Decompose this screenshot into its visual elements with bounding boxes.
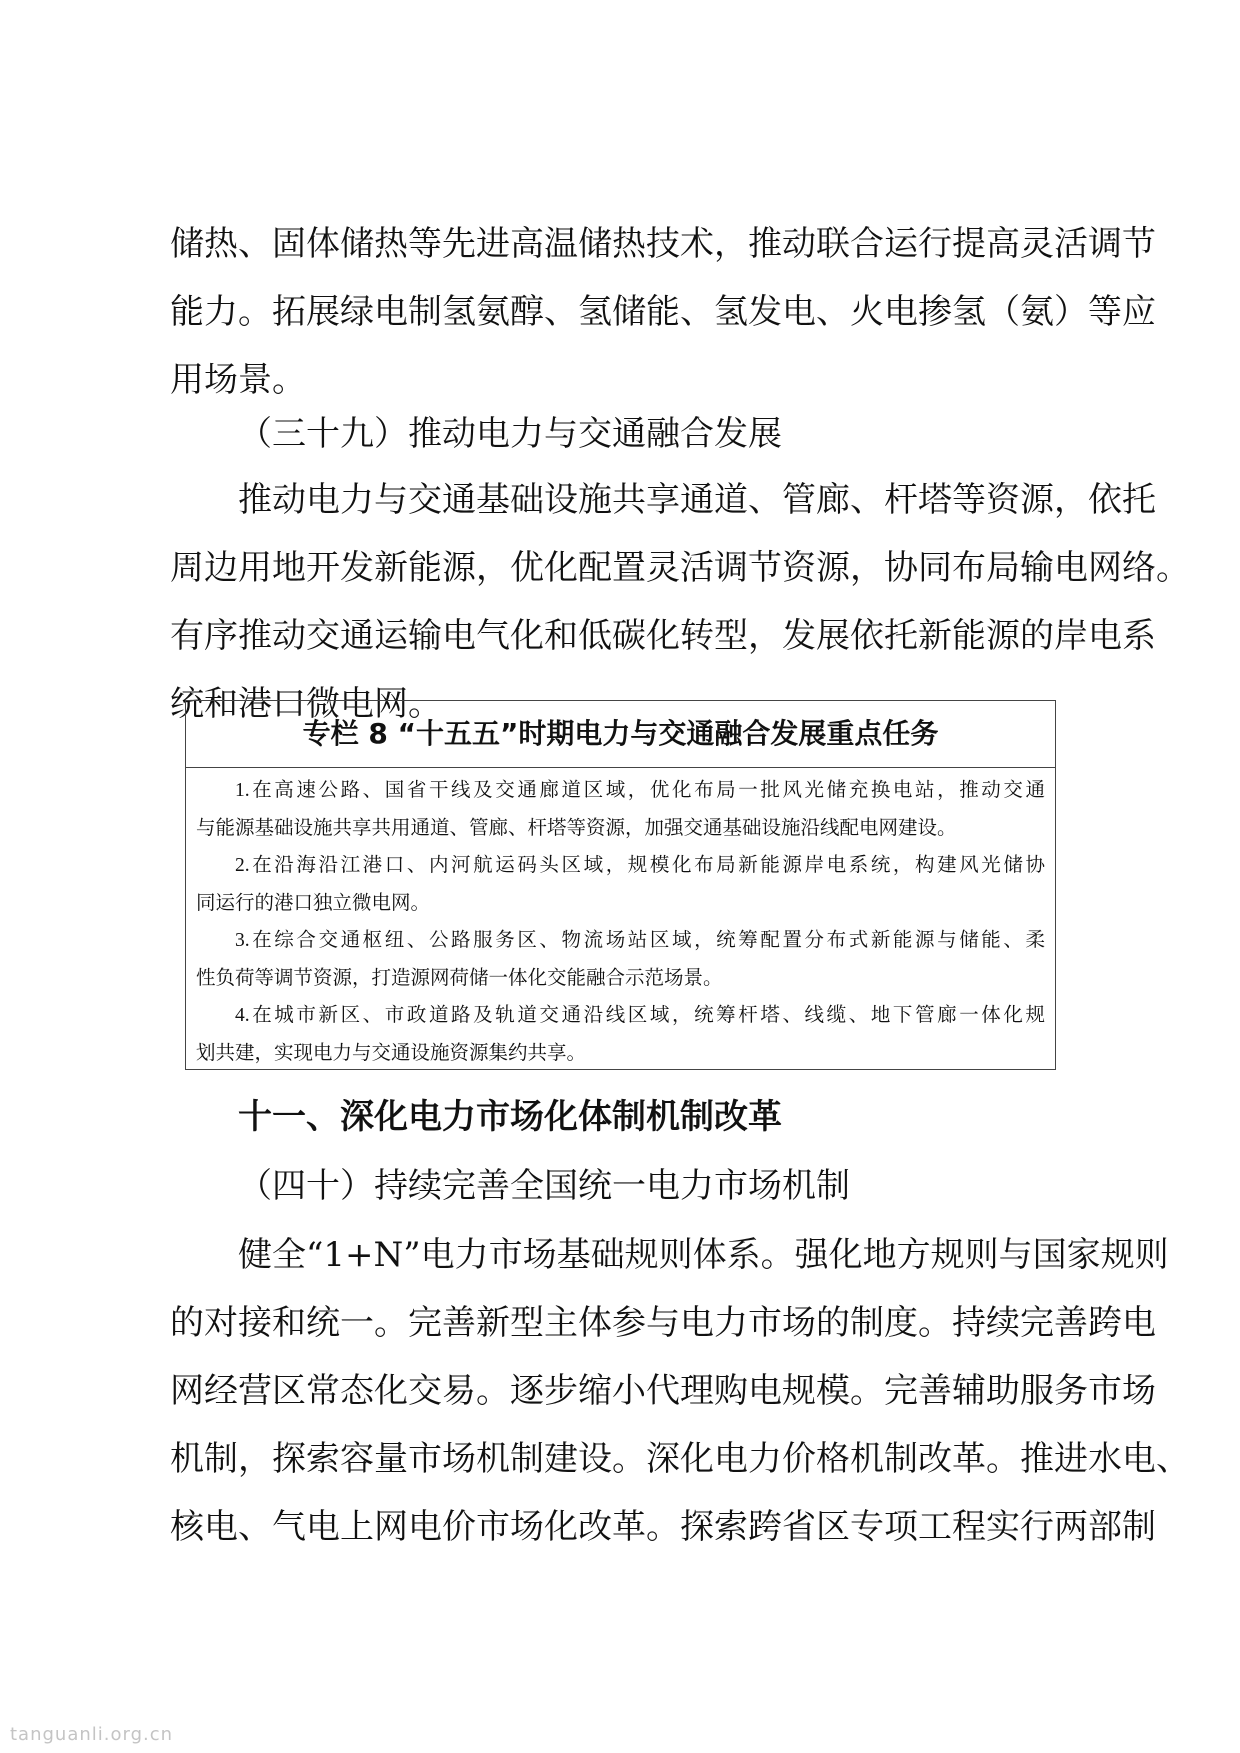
column-box-title: 专栏 8 “十五五”时期电力与交通融合发展重点任务	[186, 701, 1055, 768]
paragraph-storage-tech	[170, 210, 1156, 414]
text-line: 用场景。	[170, 360, 306, 400]
column-item-line: 同运行的港口独立微电网。	[196, 892, 431, 914]
text-line: 统和港口微电网。	[170, 684, 442, 724]
text-line: 机制，探索容量市场机制建设。深化电力价格机制改革。推进水电、	[170, 1439, 1190, 1479]
column-box-8	[185, 700, 1056, 1070]
column-item-line: 3.在综合交通枢纽、公路服务区、物流场站区域，统筹配置分布式新能源与储能、柔	[235, 930, 1045, 951]
column-item-line: 2.在沿海沿江港口、内河航运码头区域，规模化布局新能源岸电系统，构建风光储协	[235, 855, 1045, 876]
watermark-text: tanguanli.org.cn	[10, 1724, 174, 1745]
text-line: 的对接和统一。完善新型主体参与电力市场的制度。持续完善跨电	[170, 1303, 1156, 1343]
text-line: 有序推动交通运输电气化和低碳化转型，发展依托新能源的岸电系	[170, 616, 1156, 656]
paragraph-market-mechanism	[170, 1221, 1190, 1561]
column-item-line: 划共建，实现电力与交通设施资源集约共享。	[196, 1042, 587, 1064]
column-box-body	[186, 768, 1055, 1072]
column-item-line: 与能源基础设施共享共用通道、管廊、杆塔等资源，加强交通基础设施沿线配电网建设。	[196, 817, 957, 839]
column-item-line: 性负荷等调节资源，打造源网荷储一体化交能融合示范场景。	[196, 967, 723, 989]
text-line: 网经营区常态化交易。逐步缩小代理购电规模。完善辅助服务市场	[170, 1371, 1156, 1411]
text-line: 健全“1+N”电力市场基础规则体系。强化地方规则与国家规则	[238, 1235, 1169, 1275]
section-heading-11: 十一、深化电力市场化体制机制改革	[238, 1097, 782, 1137]
text-line: 周边用地开发新能源，优化配置灵活调节资源，协同布局输电网络。	[170, 548, 1190, 588]
text-line: 核电、气电上网电价市场化改革。探索跨省区专项工程实行两部制	[170, 1507, 1156, 1547]
paragraph-power-transport	[170, 466, 1190, 738]
subsection-heading-39: （三十九）推动电力与交通融合发展	[238, 414, 782, 454]
column-item-line: 4.在城市新区、市政道路及轨道交通沿线区域，统筹杆塔、线缆、地下管廊一体化规	[235, 1005, 1045, 1026]
subsection-heading-40: （四十）持续完善全国统一电力市场机制	[238, 1166, 850, 1206]
column-item-line: 1.在高速公路、国省干线及交通廊道区域，优化布局一批风光储充换电站，推动交通	[235, 780, 1045, 801]
text-line: 储热、固体储热等先进高温储热技术，推动联合运行提高灵活调节	[170, 224, 1156, 264]
text-line: 能力。拓展绿电制氢氨醇、氢储能、氢发电、火电掺氢（氨）等应	[170, 292, 1156, 332]
text-line: 推动电力与交通基础设施共享通道、管廊、杆塔等资源，依托	[238, 480, 1156, 520]
